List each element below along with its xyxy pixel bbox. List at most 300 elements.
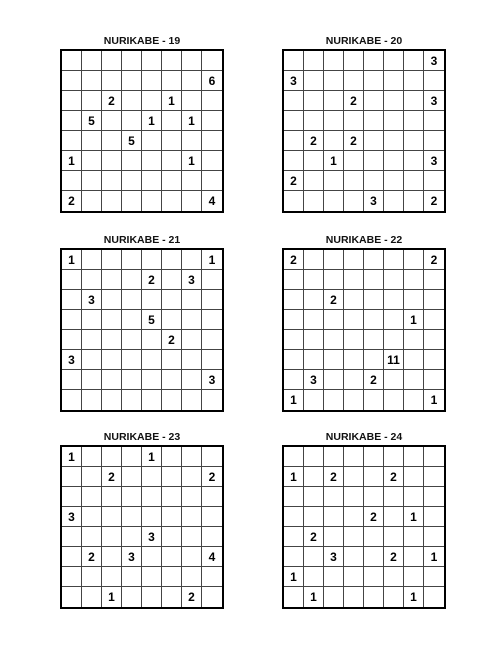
grid-cell[interactable] (102, 390, 122, 410)
grid-cell[interactable] (324, 487, 344, 507)
grid-cell[interactable] (142, 151, 162, 171)
grid-cell[interactable] (384, 131, 404, 151)
grid-cell[interactable] (122, 467, 142, 487)
grid-cell[interactable] (304, 71, 324, 91)
clue-cell[interactable]: 3 (364, 191, 384, 211)
grid-cell[interactable] (364, 270, 384, 290)
grid-cell[interactable] (324, 51, 344, 71)
clue-cell[interactable]: 2 (430, 194, 438, 208)
clue-cell[interactable]: 2 (304, 131, 324, 151)
grid-cell[interactable] (62, 171, 82, 191)
clue-cell[interactable]: 2 (102, 91, 122, 111)
clue-cell[interactable]: 1 (404, 310, 424, 330)
grid-cell[interactable] (102, 370, 122, 390)
grid-cell[interactable] (82, 370, 102, 390)
grid-cell[interactable] (142, 487, 162, 507)
grid-cell[interactable] (384, 447, 404, 467)
grid-cell[interactable] (324, 270, 344, 290)
clue-cell[interactable]: 3 (142, 527, 162, 547)
clue-cell[interactable]: 1 (202, 250, 222, 270)
grid-cell[interactable] (82, 91, 102, 111)
grid-cell[interactable] (404, 350, 424, 370)
grid-cell[interactable] (304, 51, 324, 71)
grid-cell[interactable] (424, 290, 444, 310)
grid-cell[interactable] (122, 111, 142, 131)
grid-cell[interactable] (384, 507, 404, 527)
clue-cell[interactable]: 2 (384, 547, 404, 567)
grid-cell[interactable] (142, 131, 162, 151)
grid-cell[interactable] (364, 71, 384, 91)
clue-cell[interactable]: 1 (162, 91, 182, 111)
grid-cell[interactable] (142, 370, 162, 390)
grid-cell[interactable] (142, 390, 162, 410)
clue-cell[interactable]: 2 (364, 507, 384, 527)
grid-cell[interactable] (404, 91, 424, 111)
grid-cell[interactable] (384, 567, 404, 587)
grid-cell[interactable] (424, 567, 444, 587)
clue-cell[interactable]: 2 (324, 290, 344, 310)
grid-cell[interactable] (182, 250, 202, 270)
grid-cell[interactable] (182, 330, 202, 350)
clue-cell[interactable]: 2 (344, 91, 364, 111)
grid-cell[interactable] (122, 370, 142, 390)
grid-cell[interactable] (404, 111, 424, 131)
grid-cell[interactable] (202, 390, 222, 410)
grid-cell[interactable] (202, 51, 222, 71)
grid-cell[interactable] (162, 290, 182, 310)
grid-cell[interactable] (102, 447, 122, 467)
grid-cell[interactable] (102, 507, 122, 527)
grid-cell[interactable] (122, 171, 142, 191)
grid-cell[interactable] (344, 71, 364, 91)
grid-cell[interactable] (62, 290, 82, 310)
grid-cell[interactable] (284, 370, 304, 390)
clue-cell[interactable]: 2 (424, 250, 444, 270)
grid-cell[interactable] (122, 447, 142, 467)
grid-cell[interactable] (142, 191, 162, 211)
grid-cell[interactable] (102, 151, 122, 171)
grid-cell[interactable] (284, 131, 304, 151)
grid-cell[interactable] (404, 467, 424, 487)
grid-cell[interactable] (182, 527, 202, 547)
grid-cell[interactable] (82, 151, 102, 171)
clue-cell[interactable]: 6 (202, 71, 222, 91)
grid-cell[interactable] (404, 527, 424, 547)
grid-cell[interactable] (122, 290, 142, 310)
grid-cell[interactable] (182, 447, 202, 467)
grid-cell[interactable] (384, 51, 404, 71)
clue-cell[interactable]: 5 (122, 131, 142, 151)
grid-cell[interactable] (122, 151, 142, 171)
clue-cell[interactable]: 2 (344, 131, 364, 151)
grid-cell[interactable] (82, 350, 102, 370)
grid-cell[interactable] (122, 310, 142, 330)
grid-cell[interactable] (202, 567, 222, 587)
grid-cell[interactable] (364, 390, 384, 410)
clue-cell[interactable]: 1 (284, 567, 304, 587)
grid-cell[interactable] (424, 507, 444, 527)
grid-cell[interactable] (384, 250, 404, 270)
clue-cell[interactable]: 2 (62, 191, 82, 211)
grid-cell[interactable] (324, 191, 344, 211)
grid-cell[interactable] (364, 467, 384, 487)
grid-cell[interactable] (162, 507, 182, 527)
grid-cell[interactable] (344, 310, 364, 330)
grid-cell[interactable] (344, 587, 364, 607)
grid-cell[interactable] (162, 390, 182, 410)
grid-cell[interactable] (364, 91, 384, 111)
grid-cell[interactable] (284, 587, 304, 607)
grid-cell[interactable] (304, 171, 324, 191)
grid-cell[interactable] (384, 370, 404, 390)
clue-cell[interactable]: 2 (142, 270, 162, 290)
grid-cell[interactable] (344, 171, 364, 191)
grid-cell[interactable] (182, 290, 202, 310)
grid-cell[interactable] (424, 587, 444, 607)
clue-cell[interactable]: 1 (284, 467, 304, 487)
grid-cell[interactable] (284, 91, 304, 111)
grid-cell[interactable] (182, 467, 202, 487)
grid-cell[interactable] (384, 171, 404, 191)
grid-cell[interactable] (102, 131, 122, 151)
grid-cell[interactable] (424, 447, 444, 467)
grid-cell[interactable] (324, 250, 344, 270)
grid-cell[interactable] (284, 290, 304, 310)
grid-cell[interactable] (182, 390, 202, 410)
grid-cell[interactable] (62, 330, 82, 350)
grid-cell[interactable] (182, 71, 202, 91)
grid-cell[interactable] (364, 171, 384, 191)
grid-cell[interactable] (122, 91, 142, 111)
grid-cell[interactable] (424, 527, 444, 547)
grid-cell[interactable] (424, 370, 444, 390)
grid-cell[interactable] (162, 587, 182, 607)
grid-cell[interactable] (384, 91, 404, 111)
grid-cell[interactable] (82, 587, 102, 607)
grid-cell[interactable] (122, 507, 142, 527)
grid-cell[interactable] (344, 567, 364, 587)
grid-cell[interactable] (344, 447, 364, 467)
grid-cell[interactable] (304, 467, 324, 487)
clue-cell[interactable]: 2 (284, 250, 304, 270)
grid-cell[interactable] (304, 151, 324, 171)
clue-cell[interactable]: 1 (182, 111, 202, 131)
clue-cell[interactable]: 3 (62, 507, 82, 527)
grid-cell[interactable] (162, 370, 182, 390)
grid-cell[interactable] (102, 270, 122, 290)
grid-cell[interactable] (324, 350, 344, 370)
grid-cell[interactable] (304, 290, 324, 310)
grid-cell[interactable] (304, 111, 324, 131)
grid-cell[interactable] (182, 51, 202, 71)
clue-cell[interactable]: 4 (202, 547, 222, 567)
grid-cell[interactable] (364, 527, 384, 547)
grid-cell[interactable] (122, 567, 142, 587)
grid-cell[interactable] (324, 370, 344, 390)
clue-cell[interactable]: 3 (182, 270, 202, 290)
grid-cell[interactable] (344, 270, 364, 290)
grid-cell[interactable] (182, 567, 202, 587)
grid-cell[interactable] (404, 487, 424, 507)
clue-cell[interactable]: 2 (182, 587, 202, 607)
grid-cell[interactable] (384, 290, 404, 310)
grid-cell[interactable] (344, 330, 364, 350)
grid-cell[interactable] (62, 390, 82, 410)
grid-cell[interactable] (142, 507, 162, 527)
grid-cell[interactable] (202, 310, 222, 330)
grid-cell[interactable] (324, 587, 344, 607)
grid-cell[interactable] (424, 270, 444, 290)
grid-cell[interactable] (122, 527, 142, 547)
clue-cell[interactable]: 11 (384, 350, 404, 370)
grid-cell[interactable] (304, 390, 324, 410)
grid-cell[interactable] (344, 527, 364, 547)
grid-cell[interactable] (82, 330, 102, 350)
grid-cell[interactable] (82, 390, 102, 410)
clue-cell[interactable]: 1 (404, 507, 424, 527)
grid-cell[interactable] (324, 567, 344, 587)
grid-cell[interactable] (102, 350, 122, 370)
grid-cell[interactable] (404, 270, 424, 290)
grid-cell[interactable] (82, 270, 102, 290)
grid-cell[interactable] (384, 191, 404, 211)
grid-cell[interactable] (324, 111, 344, 131)
grid-cell[interactable] (142, 330, 162, 350)
grid-cell[interactable] (364, 310, 384, 330)
grid-cell[interactable] (344, 370, 364, 390)
grid-cell[interactable] (344, 111, 364, 131)
grid-cell[interactable] (102, 51, 122, 71)
grid-cell[interactable] (162, 547, 182, 567)
grid-cell[interactable] (404, 151, 424, 171)
clue-cell[interactable]: 3 (304, 370, 324, 390)
clue-cell[interactable]: 3 (122, 547, 142, 567)
grid-cell[interactable] (202, 171, 222, 191)
grid-cell[interactable] (304, 350, 324, 370)
grid-cell[interactable] (102, 330, 122, 350)
clue-cell[interactable]: 2 (162, 330, 182, 350)
grid-cell[interactable] (284, 191, 304, 211)
clue-cell[interactable]: 3 (62, 350, 82, 370)
grid-cell[interactable] (344, 487, 364, 507)
grid-cell[interactable] (202, 447, 222, 467)
grid-cell[interactable] (304, 567, 324, 587)
grid-cell[interactable] (162, 171, 182, 191)
clue-cell[interactable]: 1 (62, 250, 82, 270)
grid-cell[interactable] (122, 71, 142, 91)
grid-cell[interactable] (202, 527, 222, 547)
grid-cell[interactable] (182, 91, 202, 111)
grid-cell[interactable] (82, 171, 102, 191)
grid-cell[interactable] (202, 487, 222, 507)
grid-cell[interactable] (202, 91, 222, 111)
grid-cell[interactable] (324, 527, 344, 547)
grid-cell[interactable] (182, 507, 202, 527)
grid-cell[interactable] (102, 567, 122, 587)
grid-cell[interactable] (62, 370, 82, 390)
clue-cell[interactable]: 1 (424, 547, 444, 567)
clue-cell[interactable]: 1 (284, 390, 304, 410)
grid-cell[interactable] (82, 250, 102, 270)
grid-cell[interactable] (304, 91, 324, 111)
grid-cell[interactable] (162, 527, 182, 547)
clue-cell[interactable]: 1 (182, 151, 202, 171)
clue-cell[interactable]: 2 (304, 527, 324, 547)
grid-cell[interactable] (142, 290, 162, 310)
clue-cell[interactable]: 3 (324, 547, 344, 567)
grid-cell[interactable] (202, 587, 222, 607)
grid-cell[interactable] (182, 547, 202, 567)
grid-cell[interactable] (384, 310, 404, 330)
grid-cell[interactable] (364, 567, 384, 587)
grid-cell[interactable] (82, 507, 102, 527)
grid-cell[interactable] (404, 330, 424, 350)
grid-cell[interactable] (404, 547, 424, 567)
grid-cell[interactable] (384, 390, 404, 410)
grid-cell[interactable] (122, 191, 142, 211)
clue-cell[interactable]: 2 (202, 467, 222, 487)
grid-cell[interactable] (344, 390, 364, 410)
clue-cell[interactable]: 1 (142, 447, 162, 467)
grid-cell[interactable] (424, 467, 444, 487)
grid-cell[interactable] (182, 171, 202, 191)
grid-cell[interactable] (142, 587, 162, 607)
grid-cell[interactable] (384, 330, 404, 350)
grid-cell[interactable] (384, 111, 404, 131)
grid-cell[interactable] (404, 191, 424, 211)
grid-cell[interactable] (102, 111, 122, 131)
grid-cell[interactable] (62, 111, 82, 131)
grid-cell[interactable] (324, 330, 344, 350)
grid-cell[interactable] (304, 310, 324, 330)
grid-cell[interactable] (202, 330, 222, 350)
grid-cell[interactable] (304, 270, 324, 290)
grid-cell[interactable] (82, 567, 102, 587)
grid-cell[interactable] (62, 587, 82, 607)
grid-cell[interactable] (344, 467, 364, 487)
grid-cell[interactable] (82, 527, 102, 547)
grid-cell[interactable] (182, 310, 202, 330)
grid-cell[interactable] (102, 250, 122, 270)
grid-cell[interactable] (364, 547, 384, 567)
grid-cell[interactable] (62, 51, 82, 71)
clue-cell[interactable]: 3 (202, 370, 222, 390)
grid-cell[interactable] (284, 51, 304, 71)
grid-cell[interactable] (284, 507, 304, 527)
grid-cell[interactable] (162, 487, 182, 507)
grid-cell[interactable] (122, 250, 142, 270)
grid-cell[interactable] (122, 390, 142, 410)
grid-cell[interactable] (364, 487, 384, 507)
grid-cell[interactable] (324, 390, 344, 410)
grid-cell[interactable] (304, 447, 324, 467)
grid-cell[interactable] (364, 151, 384, 171)
grid-cell[interactable] (62, 487, 82, 507)
grid-cell[interactable] (284, 487, 304, 507)
grid-cell[interactable] (344, 51, 364, 71)
grid-cell[interactable] (404, 370, 424, 390)
clue-cell[interactable]: 1 (404, 587, 424, 607)
grid-cell[interactable] (82, 310, 102, 330)
grid-cell[interactable] (384, 71, 404, 91)
grid-cell[interactable] (202, 111, 222, 131)
grid-cell[interactable] (284, 270, 304, 290)
grid-cell[interactable] (304, 547, 324, 567)
grid-cell[interactable] (182, 350, 202, 370)
grid-cell[interactable] (82, 131, 102, 151)
grid-cell[interactable] (202, 270, 222, 290)
grid-cell[interactable] (162, 131, 182, 151)
grid-cell[interactable] (344, 507, 364, 527)
grid-cell[interactable] (82, 447, 102, 467)
grid-cell[interactable] (162, 51, 182, 71)
grid-cell[interactable] (324, 71, 344, 91)
grid-cell[interactable] (324, 310, 344, 330)
grid-cell[interactable] (62, 547, 82, 567)
clue-cell[interactable]: 2 (324, 467, 344, 487)
grid-cell[interactable] (122, 350, 142, 370)
grid-cell[interactable] (102, 290, 122, 310)
grid-cell[interactable] (142, 547, 162, 567)
grid-cell[interactable] (142, 171, 162, 191)
grid-cell[interactable] (284, 151, 304, 171)
clue-cell[interactable]: 2 (284, 171, 304, 191)
grid-cell[interactable] (424, 171, 444, 191)
grid-cell[interactable] (142, 71, 162, 91)
grid-cell[interactable] (364, 250, 384, 270)
grid-cell[interactable] (162, 467, 182, 487)
grid-cell[interactable] (324, 447, 344, 467)
grid-cell[interactable] (62, 71, 82, 91)
grid-cell[interactable] (162, 71, 182, 91)
grid-cell[interactable] (102, 547, 122, 567)
grid-cell[interactable] (202, 151, 222, 171)
grid-cell[interactable] (344, 547, 364, 567)
clue-cell[interactable]: 2 (102, 467, 122, 487)
grid-cell[interactable] (404, 290, 424, 310)
grid-cell[interactable] (102, 527, 122, 547)
grid-cell[interactable] (122, 587, 142, 607)
grid-cell[interactable] (102, 191, 122, 211)
clue-cell[interactable]: 1 (304, 587, 324, 607)
grid-cell[interactable] (162, 567, 182, 587)
grid-cell[interactable] (182, 487, 202, 507)
clue-cell[interactable]: 3 (424, 151, 444, 171)
grid-cell[interactable] (122, 270, 142, 290)
grid-cell[interactable] (82, 467, 102, 487)
grid-cell[interactable] (284, 330, 304, 350)
grid-cell[interactable] (142, 91, 162, 111)
grid-cell[interactable] (404, 171, 424, 191)
grid-cell[interactable] (344, 250, 364, 270)
grid-cell[interactable] (364, 447, 384, 467)
grid-cell[interactable] (364, 330, 384, 350)
grid-cell[interactable] (202, 350, 222, 370)
grid-cell[interactable] (162, 270, 182, 290)
grid-cell[interactable] (424, 310, 444, 330)
grid-cell[interactable] (284, 547, 304, 567)
grid-cell[interactable] (122, 487, 142, 507)
grid-cell[interactable] (82, 191, 102, 211)
grid-cell[interactable] (364, 587, 384, 607)
clue-cell[interactable]: 5 (142, 310, 162, 330)
clue-cell[interactable]: 2 (364, 370, 384, 390)
grid-cell[interactable] (182, 131, 202, 151)
grid-cell[interactable] (162, 310, 182, 330)
grid-cell[interactable] (404, 51, 424, 71)
clue-cell[interactable]: 1 (102, 587, 122, 607)
clue-cell[interactable]: 1 (324, 151, 344, 171)
